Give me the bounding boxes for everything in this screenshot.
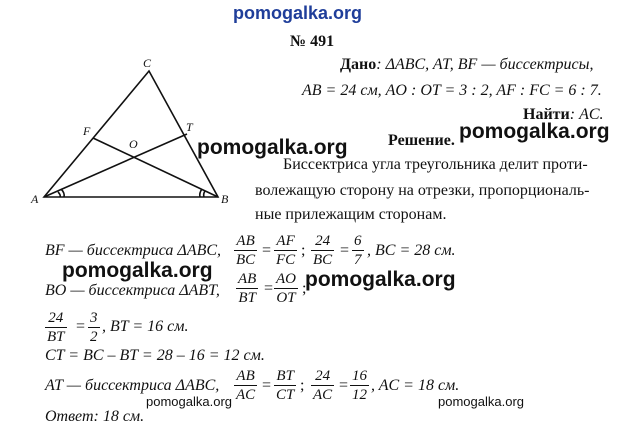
answer-value: : 18 см. bbox=[93, 408, 145, 425]
step1-frac-6-7 bbox=[352, 232, 364, 269]
problem-number: № 491 bbox=[290, 33, 335, 50]
vertex-c-label: C bbox=[143, 56, 152, 70]
step5-frac-24-ac bbox=[311, 367, 334, 404]
given-line1 bbox=[340, 56, 593, 74]
step2-eq: = bbox=[264, 280, 274, 297]
frac-num: 24 bbox=[315, 233, 331, 249]
watermark-mid: pomogalka.org bbox=[305, 268, 456, 291]
frac-num: 3 bbox=[90, 310, 98, 326]
frac-den: FC bbox=[276, 252, 296, 268]
vertex-f-label: F bbox=[83, 124, 91, 138]
bisector-at bbox=[44, 134, 187, 197]
frac-den: BC bbox=[236, 252, 256, 268]
frac-num: AF bbox=[276, 233, 295, 249]
step1-frac-af-fc bbox=[274, 232, 297, 269]
angle-mark-a2 bbox=[61, 189, 64, 197]
step1-lead: BF — биссектриса ΔABC, bbox=[45, 242, 222, 259]
watermark-center: pomogalka.org bbox=[197, 136, 348, 159]
step5-sep: ; bbox=[300, 377, 305, 394]
step2-sep: ; bbox=[302, 280, 307, 297]
step4-text: CT = BC – BT = 28 – 16 = 12 см. bbox=[45, 347, 265, 364]
step3-frac-24-bt bbox=[45, 309, 67, 346]
frac-den: AC bbox=[236, 387, 256, 403]
theory-line2: волежащую сторону на отрезки, пропорциональ- bbox=[255, 182, 590, 199]
step5-eq2: = bbox=[339, 377, 349, 394]
frac-num: AB bbox=[238, 271, 257, 287]
frac-num: 16 bbox=[352, 368, 367, 384]
answer-label: Ответ bbox=[45, 408, 94, 425]
step3-tail: , BT = 16 см. bbox=[102, 318, 189, 335]
frac-num: AB bbox=[236, 368, 255, 384]
find-label: Найти bbox=[523, 106, 570, 123]
find-value: : AC. bbox=[569, 106, 604, 123]
frac-num: 24 bbox=[48, 310, 64, 326]
watermark-left: pomogalka.org bbox=[62, 259, 213, 282]
frac-den: 2 bbox=[90, 329, 98, 345]
step3-frac-3-2 bbox=[88, 309, 100, 346]
given-label: Дано bbox=[340, 56, 377, 73]
step2-lead: BO — биссектриса ΔABT, bbox=[45, 282, 220, 299]
step2-frac-ab-bt bbox=[236, 270, 258, 307]
step1-tail: , BC = 28 см. bbox=[367, 242, 456, 259]
step5-eq: = bbox=[262, 377, 272, 394]
solution-label: Решение. bbox=[388, 132, 455, 149]
frac-den: 12 bbox=[352, 387, 367, 403]
frac-num: 24 bbox=[315, 368, 331, 384]
watermark-bottom-left: pomogalka.org bbox=[146, 394, 232, 409]
frac-den: BT bbox=[238, 290, 256, 306]
step3-eq: = bbox=[76, 318, 86, 335]
step5-lead: AT — биссектриса ΔABC, bbox=[45, 377, 220, 394]
vertex-b-label: B bbox=[221, 192, 229, 206]
given-line2: AB = 24 см, AO : OT = 3 : 2, AF : FC = 6 : 7. bbox=[302, 82, 602, 99]
step5-frac-ab-ac bbox=[234, 367, 257, 404]
angle-mark-b2 bbox=[200, 189, 202, 197]
frac-den: AC bbox=[313, 387, 333, 403]
watermark-top: pomogalka.org bbox=[233, 3, 363, 23]
step2-frac-ao-ot bbox=[274, 270, 298, 307]
step5-frac-bt-ct bbox=[274, 367, 296, 404]
step1-frac-24-bc bbox=[311, 232, 334, 269]
frac-den: BC bbox=[313, 252, 333, 268]
vertex-t-label: T bbox=[186, 120, 193, 134]
theory-line1: Биссектриса угла треугольника делит проти- bbox=[283, 156, 588, 173]
frac-num: BT bbox=[276, 368, 294, 384]
vertex-a-label: A bbox=[31, 192, 39, 206]
theory-line3: ные прилежащим сторонам. bbox=[255, 206, 447, 223]
step5-frac-16-12 bbox=[350, 367, 369, 404]
vertex-o-label: O bbox=[129, 137, 138, 151]
step1-eq2: = bbox=[340, 242, 350, 259]
frac-den: OT bbox=[276, 290, 296, 306]
step5-tail: , AC = 18 см. bbox=[371, 377, 460, 394]
step1-eq: = bbox=[262, 242, 272, 259]
frac-num: AO bbox=[276, 271, 296, 287]
step1-frac-ab-bc bbox=[234, 232, 257, 269]
watermark-bottom-right: pomogalka.org bbox=[438, 394, 524, 409]
answer-line bbox=[45, 408, 144, 426]
watermark-right: pomogalka.org bbox=[459, 120, 610, 143]
angle-mark-b1 bbox=[204, 191, 205, 197]
frac-den: BT bbox=[47, 329, 65, 345]
triangle-abc bbox=[44, 71, 218, 197]
frac-num: AB bbox=[236, 233, 255, 249]
given-text1: : ΔABC, AT, BF — биссектрисы, bbox=[376, 56, 594, 73]
triangle-figure bbox=[28, 55, 240, 207]
frac-num: 6 bbox=[354, 233, 362, 249]
frac-den: 7 bbox=[354, 252, 362, 268]
step1-sep: ; bbox=[301, 242, 306, 259]
frac-den: CT bbox=[276, 387, 295, 403]
